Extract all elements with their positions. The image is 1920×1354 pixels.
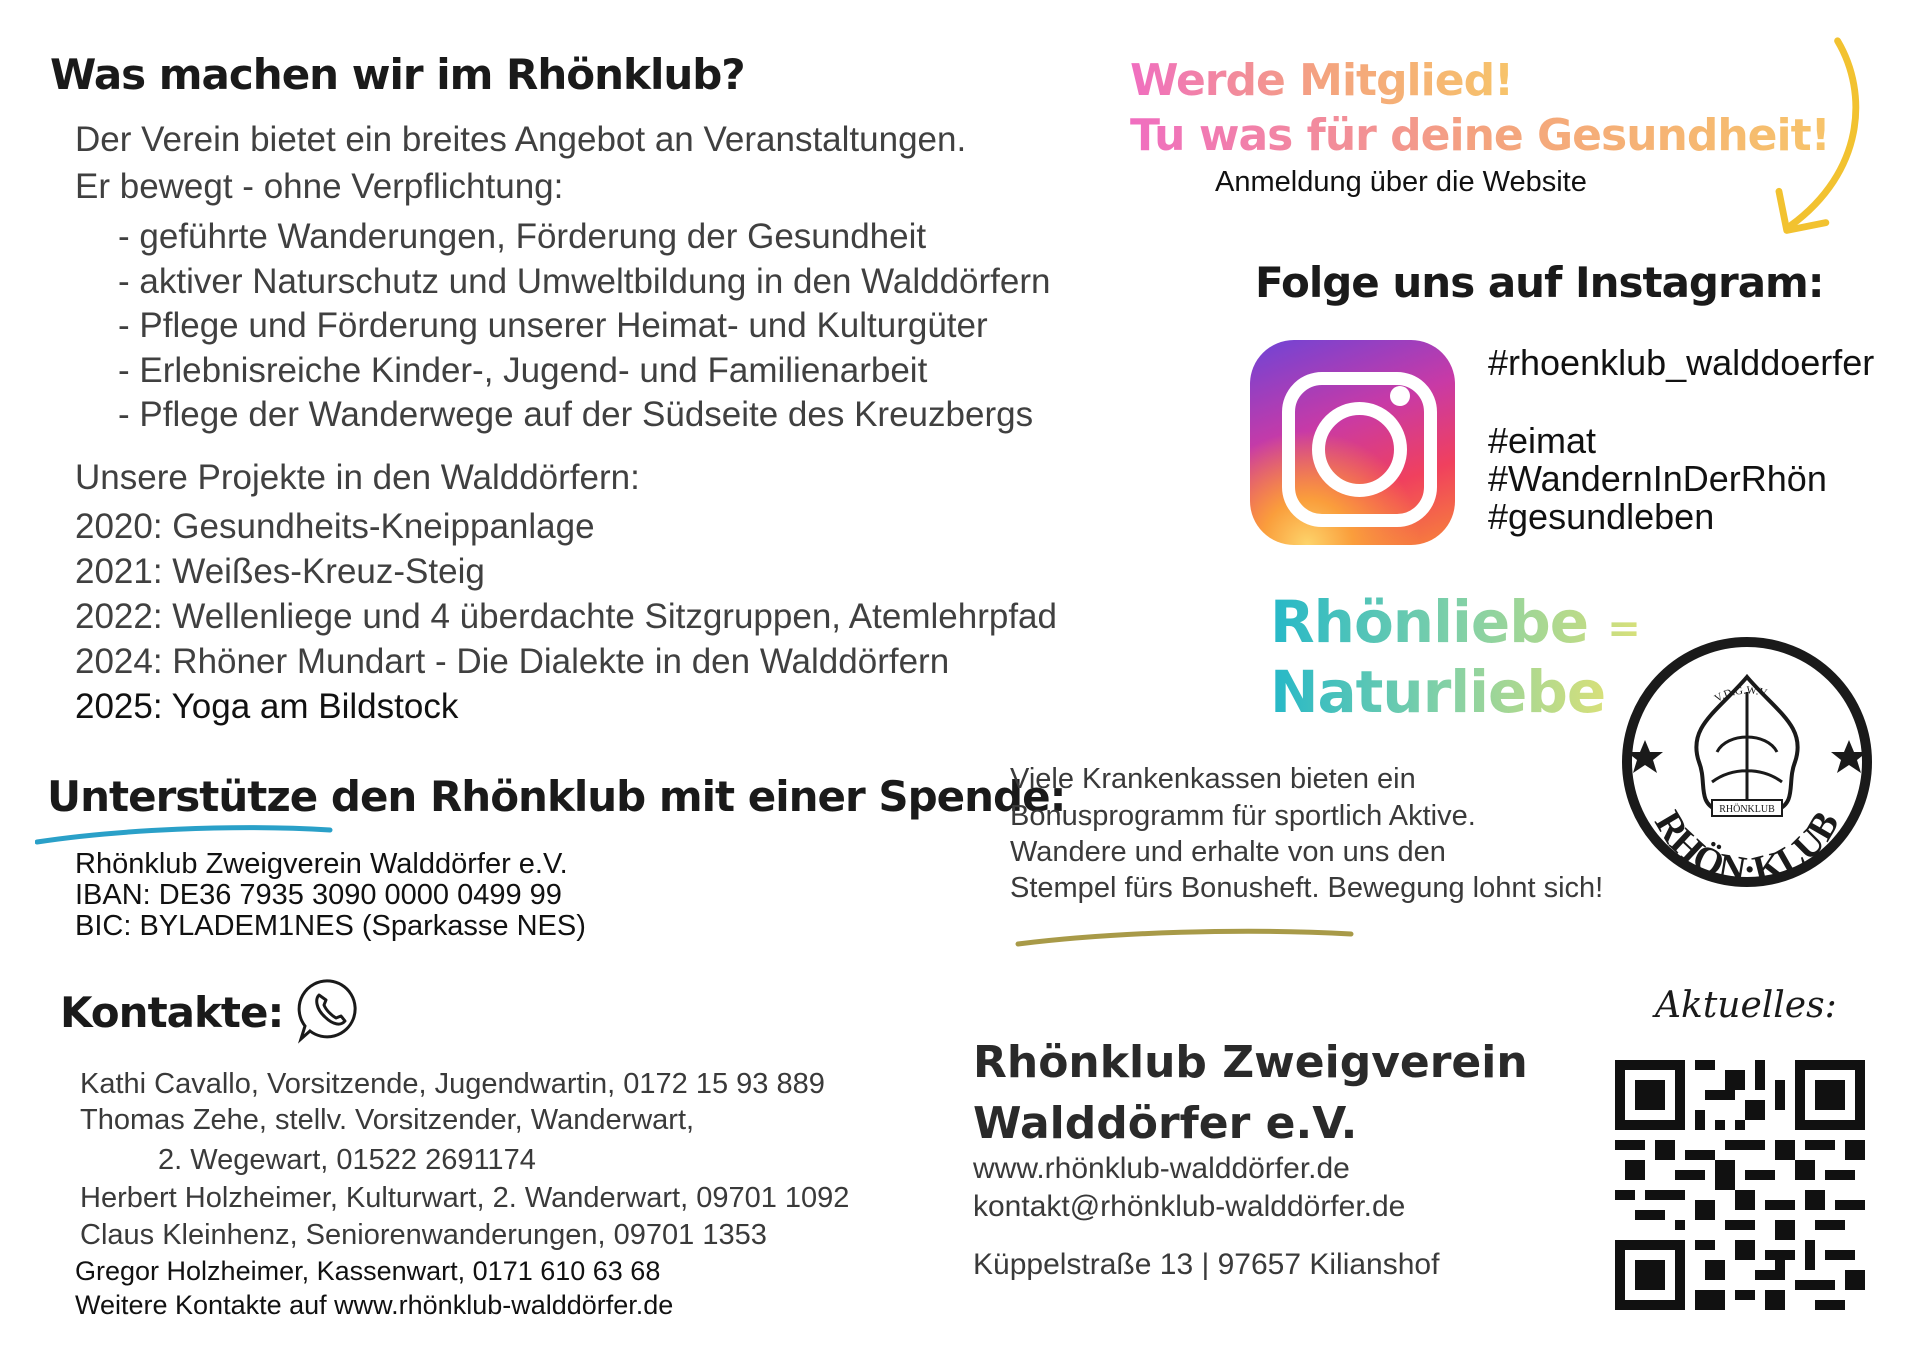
member-note: Anmeldung über die Website <box>1215 166 1587 198</box>
logo-top-text: V.D.G.W.V. <box>1712 684 1771 705</box>
list-item: - Pflege und Förderung unserer Heimat- und Kulturgüter <box>118 304 1050 349</box>
slogan-equals: = <box>1607 606 1640 652</box>
contact-line-6: Gregor Holzheimer, Kassenwart, 0171 610 63 68 <box>75 1256 661 1286</box>
what-bullet-list <box>118 215 1050 438</box>
what-intro-2: Er bewegt - ohne Verpflichtung: <box>75 167 564 206</box>
list-item: - Erlebnisreiche Kinder-, Jugend- und Familienarbeit <box>118 349 1050 394</box>
instagram-heading: Folge uns auf Instagram: <box>1255 258 1824 307</box>
contact-line-2: Thomas Zehe, stellv. Vorsitzender, Wanderwart, <box>80 1104 695 1136</box>
club-address: Küppelstraße 13 | 97657 Kilianshof <box>973 1248 1440 1281</box>
contact-line-4: Herbert Holzheimer, Kulturwart, 2. Wanderwart, 09701 1092 <box>80 1182 850 1214</box>
contact-line-5: Claus Kleinhenz, Seniorenwanderungen, 09701 1353 <box>80 1219 767 1251</box>
member-line-1: Werde Mitglied! <box>1130 55 1514 106</box>
list-item: 2020: Gesundheits-Kneippanlage <box>75 507 595 546</box>
slogan-word-1: Rhönliebe <box>1270 588 1589 656</box>
rhoenklub-logo <box>1617 632 1877 892</box>
whatsapp-icon <box>295 975 365 1045</box>
list-item: - Pflege der Wanderwege auf der Südseite des Kreuzbergs <box>118 393 1050 438</box>
donate-line-2: IBAN: DE36 7935 3090 0000 0499 99 <box>75 879 562 911</box>
what-heading: Was machen wir im Rhönklub? <box>50 50 745 99</box>
slogan-line-1 <box>1270 588 1640 656</box>
instagram-icon <box>1250 340 1455 545</box>
hashtag-2: #eimat <box>1488 420 1597 461</box>
contact-line-3: 2. Wegewart, 01522 2691174 <box>158 1144 536 1176</box>
list-item: 2022: Wellenliege und 4 überdachte Sitzgruppen, Atemlehrpfad <box>75 597 1057 636</box>
contact-line-1: Kathi Cavallo, Vorsitzende, Jugendwartin, 0172 15 93 889 <box>80 1068 825 1100</box>
club-email-link[interactable]: kontakt@rhönklub-walddörfer.de <box>973 1190 1406 1223</box>
bonus-underline <box>1015 920 1355 950</box>
hashtag-1: #rhoenklub_walddoerfer <box>1488 342 1875 383</box>
club-website-link[interactable]: www.rhönklub-walddörfer.de <box>973 1152 1350 1185</box>
hashtag-3: #WandernInDerRhön <box>1488 458 1827 499</box>
projects-list <box>75 504 1057 729</box>
bonus-line-3: Wandere und erhalte von uns den <box>1010 836 1446 868</box>
donate-heading: Unterstütze den Rhönklub mit einer Spende: <box>47 772 1066 821</box>
news-label: Aktuelles: <box>1655 985 1837 1026</box>
list-item: - geführte Wanderungen, Förderung der Gesundheit <box>118 215 1050 260</box>
list-item: 2025: Yoga am Bildstock <box>75 687 459 726</box>
list-item: 2024: Rhöner Mundart - Die Dialekte in den Walddörfern <box>75 642 950 681</box>
curved-arrow-icon <box>1760 35 1880 250</box>
logo-band-text: RHÖNKLUB <box>1719 804 1775 815</box>
donate-line-1: Rhönklub Zweigverein Walddörfer e.V. <box>75 848 568 880</box>
projects-title: Unsere Projekte in den Walddörfern: <box>75 458 640 497</box>
qr-code[interactable] <box>1615 1060 1865 1310</box>
bonus-line-4: Stempel fürs Bonusheft. Bewegung lohnt sich! <box>1010 872 1604 904</box>
bonus-line-2: Bonusprogramm für sportlich Aktive. <box>1010 800 1476 832</box>
hashtag-4: #gesundleben <box>1488 496 1715 537</box>
club-name-1: Rhönklub Zweigverein <box>973 1037 1528 1088</box>
donate-line-3: BIC: BYLADEM1NES (Sparkasse NES) <box>75 910 586 942</box>
list-item: 2021: Weißes-Kreuz-Steig <box>75 552 485 591</box>
contacts-heading: Kontakte: <box>60 988 284 1037</box>
slogan-line-2: Naturliebe <box>1270 658 1606 726</box>
club-name-2: Walddörfer e.V. <box>973 1098 1358 1149</box>
contact-line-7: Weitere Kontakte auf www.rhönklub-walddörfer.de <box>75 1290 674 1320</box>
member-line-2: Tu was für deine Gesundheit! <box>1130 110 1830 161</box>
logo-bottom-text: RHÖN·KLUB <box>1646 804 1848 892</box>
bonus-line-1: Viele Krankenkassen bieten ein <box>1010 763 1416 795</box>
what-intro-1: Der Verein bietet ein breites Angebot an Veranstaltungen. <box>75 120 967 159</box>
list-item: - aktiver Naturschutz und Umweltbildung in den Walddörfern <box>118 260 1050 305</box>
donate-underline <box>35 820 335 850</box>
